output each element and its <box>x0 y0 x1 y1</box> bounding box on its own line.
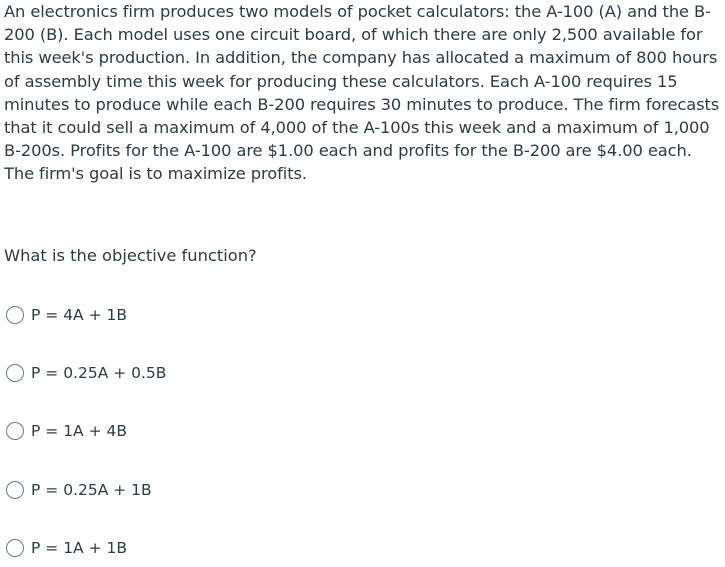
answer-option-1[interactable] <box>6 304 127 326</box>
answer-option-2[interactable] <box>6 362 166 384</box>
answer-label: P = 0.25A + 1B <box>31 481 152 499</box>
answer-option-3[interactable] <box>6 420 127 442</box>
radio-button[interactable] <box>6 539 24 557</box>
radio-button[interactable] <box>6 306 24 324</box>
answer-label: P = 0.25A + 0.5B <box>31 364 167 382</box>
radio-button[interactable] <box>6 364 24 382</box>
question-text: An electronics firm produces two models of pocket calculators: the A-100 (A) and the B-200 (B). Each model uses one circuit board, of which there are only 2,500 available for this week's production. In addition, the company has allocated a maximum of 800 hours of assembly time this week for producing these calculators. Each A-100 requires 15 minutes to produce while each B-200 requires 30 minutes to produce. The firm forecasts that it could sell a maximum of 4,000 of the A-100s this week and a maximum of 1,000 B-200s. Profits for the A-100 are $1.00 each and profits for the B-200 are $4.00 each. The firm's goal is to maximize profits. <box>4 2 720 184</box>
answer-option-5[interactable] <box>6 537 127 559</box>
answer-label: P = 4A + 1B <box>31 306 127 324</box>
answer-label: P = 1A + 1B <box>31 539 127 557</box>
radio-button[interactable] <box>6 481 24 499</box>
question-prompt: What is the objective function? <box>4 246 257 265</box>
answer-option-4[interactable] <box>6 479 152 501</box>
radio-button[interactable] <box>6 422 24 440</box>
answer-label: P = 1A + 4B <box>31 422 127 440</box>
